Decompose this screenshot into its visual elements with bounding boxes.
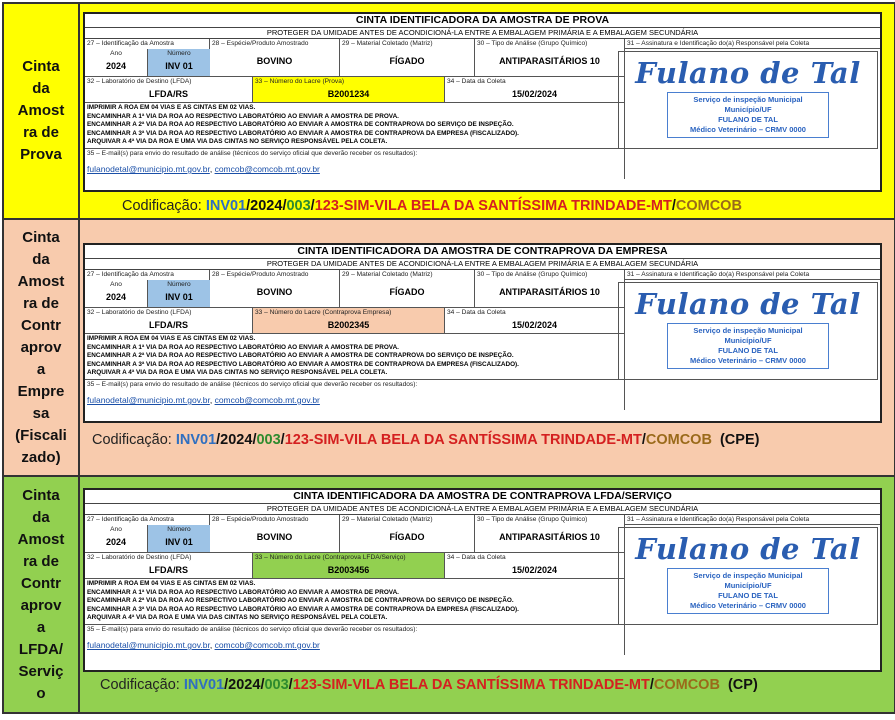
instruction-line: ARQUIVAR A 4ª VIA DA ROA E UMA VIA DAS CINTAS NO SERVIÇO RESPONSÁVEL PELA COLETA. [87,369,388,377]
stamp-line: Município/UF [724,336,772,345]
email-link-1[interactable]: fulanodetal@municipio.mt.gov.br [87,640,210,650]
data-value: 15/02/2024 [511,89,558,99]
band-label [4,220,80,475]
codificacao-line [92,432,759,448]
band-label-line: Prova [20,146,62,163]
codif-suffix: (CPE) [719,432,760,448]
field-27-caption: 27 – Identificação da Amostra [87,271,174,278]
field-32-caption: 32 – Laboratório de Destino (LFDA) [87,309,192,316]
data-value: 15/02/2024 [511,565,558,575]
field-27-identificacao [85,270,210,308]
band-label-line: da [32,250,50,268]
codif-sep: / [310,198,315,214]
field-34-caption: 34 – Data da Coleta [447,554,506,561]
tipo-value: ANTIPARASITÁRIOS 10 [499,532,600,542]
codif-sep: / [282,198,287,214]
stamp-line: FULANO DE TAL [718,591,778,600]
stamp-line: Serviço de inspeção Municipal [693,326,803,335]
numero-caption: Número [167,50,191,57]
card-title: CINTA IDENTIFICADORA DA AMOSTRA DE PROVA [85,14,880,28]
field-31-caption: 31 – Assinatura e Identificação do(a) Responsável pela Coleta [627,271,810,278]
codif-part-inv: INV01 [205,198,247,214]
band-label-line: aprov [20,596,62,614]
band-label-line: ra de [23,552,59,570]
field-35-caption: 35 – E-mail(s) para envio do resultado de análise (técnicos do serviço oficial que deverão receber os resultados): [87,381,418,388]
tipo-value: ANTIPARASITÁRIOS 10 [499,287,600,297]
official-stamp [667,323,829,369]
field-35-emails [85,149,625,179]
field-28-especie [210,39,340,77]
official-stamp [667,92,829,138]
signature-area [618,527,878,625]
band-label-line: a [36,360,46,378]
codif-sep: / [288,677,293,693]
field-30-tipo [475,515,625,553]
codif-sep: / [649,677,654,693]
field-29-material [340,270,475,308]
codif-part-inv: INV01 [175,432,217,448]
band-label-line: Cinta [22,486,60,504]
codif-sep: / [641,432,646,448]
stamp-line: Serviço de inspeção Municipal [693,95,803,104]
official-stamp [667,568,829,614]
field-35-caption: 35 – E-mail(s) para envio do resultado de análise (técnicos do serviço oficial que deverão receber os resultados): [87,626,418,633]
band-label-line: da [32,80,50,97]
field-27-caption: 27 – Identificação da Amostra [87,40,174,47]
especie-value: BOVINO [256,532,293,542]
field-34-data [445,77,625,103]
band-contraprova-lfda [4,477,894,714]
codif-part-comcob: COMCOB [645,432,712,448]
field-31-assinatura [625,39,880,49]
signature-name: Fulano de Tal [635,532,861,566]
numero-cell [147,525,210,552]
band-label-line: a [36,618,46,636]
field-32-caption: 32 – Laboratório de Destino (LFDA) [87,78,192,85]
codif-part-servico: 123-SIM-VILA BELA DA SANTÍSSIMA TRINDADE-MT [314,198,672,214]
instruction-line: IMPRIMIR A ROA EM 04 VIAS E AS CINTAS EM 02 VIAS. [87,104,256,111]
card-title: CINTA IDENTIFICADORA DA AMOSTRA DE CONTRAPROVA LFDA/SERVIÇO [85,490,880,504]
numero-value: INV 01 [165,61,193,71]
field-33-lacre [253,77,445,103]
data-value: 15/02/2024 [511,320,558,330]
stamp-line: Médico Veterinário – CRMV 0000 [690,356,806,365]
numero-caption: Número [167,281,191,288]
instruction-line: ENCAMINHAR A 2ª VIA DA ROA AO RESPECTIVO LABORATÓRIO AO ENVIAR A AMOSTRA DE CONTRAPROVA DO SERVIÇO DE INSPEÇÃO. [87,597,514,605]
material-value: FÍGADO [389,532,425,542]
stamp-line: FULANO DE TAL [718,115,778,124]
codif-sep: / [224,677,229,693]
field-27-identificacao [85,515,210,553]
instruction-line: ARQUIVAR A 4ª VIA DA ROA E UMA VIA DAS CINTAS NO SERVIÇO RESPONSÁVEL PELA COLETA. [87,614,388,622]
email-link-1[interactable]: fulanodetal@municipio.mt.gov.br [87,395,210,405]
instruction-line: ARQUIVAR A 4ª VIA DA ROA E UMA VIA DAS CINTAS NO SERVIÇO RESPONSÁVEL PELA COLETA. [87,138,388,146]
codif-sep: / [280,432,285,448]
field-31-caption: 31 – Assinatura e Identificação do(a) Responsável pela Coleta [627,516,810,523]
instruction-line: ENCAMINHAR A 1ª VIA DA ROA AO RESPECTIVO LABORATÓRIO AO ENVIAR A AMOSTRA DE PROVA. [87,343,399,351]
stamp-line: Município/UF [724,105,772,114]
band-label-line: o [36,684,46,702]
band-label-line: ra de [23,294,59,312]
band-label-text [15,227,67,469]
field-29-caption: 29 – Material Coletado (Matriz) [342,516,433,523]
signature-name: Fulano de Tal [635,56,861,90]
stamp-line: FULANO DE TAL [718,346,778,355]
email-link-2[interactable]: comcob@comcob.mt.gov.br [214,164,320,174]
band-label-line: (Fiscali [15,426,67,444]
field-34-data [445,308,625,334]
card-subtitle: PROTEGER DA UMIDADE ANTES DE ACONDICIONÁ-LA ENTRE A EMBALAGEM PRIMÁRIA E A EMBALAGEM SECUNDÁRIA [85,259,880,270]
email-link-2[interactable]: comcob@comcob.mt.gov.br [214,395,320,405]
email-separator: , [209,640,215,650]
field-30-tipo [475,39,625,77]
band-label-line: sa [32,404,50,422]
email-link-1[interactable]: fulanodetal@municipio.mt.gov.br [87,164,210,174]
codif-sep: / [252,432,257,448]
instructions-block [85,103,625,149]
band-label-line: Serviç [18,662,64,680]
card-subtitle: PROTEGER DA UMIDADE ANTES DE ACONDICIONÁ-LA ENTRE A EMBALAGEM PRIMÁRIA E A EMBALAGEM SECUNDÁRIA [85,28,880,39]
codif-label: Codificação: [100,677,184,693]
signature-area [618,51,878,149]
field-33-caption: 33 – Número do Lacre (Prova) [255,78,345,85]
field-28-caption: 28 – Espécie/Produto Amostrado [212,40,309,47]
codif-part-seq: 003 [256,432,281,448]
codif-part-seq: 003 [264,677,289,693]
codif-sep: / [260,677,265,693]
field-30-caption: 30 – Tipo de Análise (Grupo Químico) [477,40,588,47]
band-label-line: Cinta [22,58,60,75]
cinta-card [83,243,882,423]
email-link-2[interactable]: comcob@comcob.mt.gov.br [214,640,320,650]
codif-part-comcob: COMCOB [653,677,720,693]
band-label-line: Empre [17,382,65,400]
field-28-especie [210,515,340,553]
ano-value: 2024 [105,292,127,302]
field-27-identificacao [85,39,210,77]
material-value: FÍGADO [389,56,425,66]
band-label-text [18,485,65,705]
instruction-line: IMPRIMIR A ROA EM 04 VIAS E AS CINTAS EM 02 VIAS. [87,335,256,342]
field-30-caption: 30 – Tipo de Análise (Grupo Químico) [477,516,588,523]
stamp-line: Médico Veterinário – CRMV 0000 [690,125,806,134]
especie-value: BOVINO [256,56,293,66]
codif-label: Codificação: [92,432,176,448]
field-35-emails [85,625,625,655]
band-label-line: Amost [17,530,65,548]
instruction-line: IMPRIMIR A ROA EM 04 VIAS E AS CINTAS EM 02 VIAS. [87,580,256,587]
instruction-line: ENCAMINHAR A 2ª VIA DA ROA AO RESPECTIVO LABORATÓRIO AO ENVIAR A AMOSTRA DE CONTRAPROVA DO SERVIÇO DE INSPEÇÃO. [87,121,514,129]
field-29-caption: 29 – Material Coletado (Matriz) [342,40,433,47]
band-label-line: Amost [17,102,65,119]
signature-area [618,282,878,380]
band-label-line: LFDA/ [18,640,64,658]
field-28-caption: 28 – Espécie/Produto Amostrado [212,271,309,278]
band-label-line: da [32,508,50,526]
band-label [4,477,80,712]
codif-part-servico: 123-SIM-VILA BELA DA SANTÍSSIMA TRINDADE-MT [292,677,650,693]
field-33-caption: 33 – Número do Lacre (Contraprova Empresa) [255,309,392,316]
numero-caption: Número [167,526,191,533]
tipo-value: ANTIPARASITÁRIOS 10 [499,56,600,66]
field-33-lacre [253,308,445,334]
band-label [4,4,80,218]
field-32-caption: 32 – Laboratório de Destino (LFDA) [87,554,192,561]
field-33-lacre [253,553,445,579]
cinta-card [83,12,882,192]
codif-part-ano: 2024 [250,198,283,214]
field-35-caption: 35 – E-mail(s) para envio do resultado de análise (técnicos do serviço oficial que deverão receber os resultados): [87,150,418,157]
lab-value: LFDA/RS [149,89,188,99]
instructions-block [85,334,625,380]
instruction-line: ENCAMINHAR A 3ª VIA DA ROA AO RESPECTIVO LABORATÓRIO AO ENVIAR A AMOSTRA DE CONTRAPROVA DA EMPRESA (FISCALIZADO). [87,605,519,613]
band-label-line: ra de [23,124,59,141]
numero-value: INV 01 [165,292,193,302]
codif-part-ano: 2024 [220,432,253,448]
field-31-caption: 31 – Assinatura e Identificação do(a) Responsável pela Coleta [627,40,810,47]
lab-value: LFDA/RS [149,320,188,330]
lacre-value: B2003456 [327,565,370,575]
field-34-caption: 34 – Data da Coleta [447,309,506,316]
codificacao-line [122,198,746,214]
field-32-laboratorio [85,77,253,103]
instruction-line: ENCAMINHAR A 2ª VIA DA ROA AO RESPECTIVO LABORATÓRIO AO ENVIAR A AMOSTRA DE CONTRAPROVA DO SERVIÇO DE INSPEÇÃO. [87,352,514,360]
card-title: CINTA IDENTIFICADORA DA AMOSTRA DE CONTRAPROVA DA EMPRESA [85,245,880,259]
instruction-line: ENCAMINHAR A 3ª VIA DA ROA AO RESPECTIVO LABORATÓRIO AO ENVIAR A AMOSTRA DE CONTRAPROVA DA EMPRESA (FISCALIZADO). [87,360,519,368]
signature-name: Fulano de Tal [635,287,861,321]
ano-caption: Ano [110,50,122,57]
field-35-emails [85,380,625,410]
band-amostra-prova [4,2,894,220]
codif-part-servico: 123-SIM-VILA BELA DA SANTÍSSIMA TRINDADE-MT [284,432,642,448]
stamp-line: Serviço de inspeção Municipal [693,571,803,580]
numero-cell [147,49,210,76]
field-34-data [445,553,625,579]
email-separator: , [209,164,215,174]
field-30-tipo [475,270,625,308]
especie-value: BOVINO [256,287,293,297]
ano-caption: Ano [110,526,122,533]
codif-part-inv: INV01 [183,677,225,693]
codif-sep: / [216,432,221,448]
instruction-line: ENCAMINHAR A 3ª VIA DA ROA AO RESPECTIVO LABORATÓRIO AO ENVIAR A AMOSTRA DE CONTRAPROVA DA EMPRESA (FISCALIZADO). [87,129,519,137]
band-label-line: Cinta [22,228,60,246]
field-28-especie [210,270,340,308]
codif-label: Codificação: [122,198,206,214]
codif-sep: / [671,198,676,214]
codif-part-ano: 2024 [228,677,261,693]
card-subtitle: PROTEGER DA UMIDADE ANTES DE ACONDICIONÁ-LA ENTRE A EMBALAGEM PRIMÁRIA E A EMBALAGEM SECUNDÁRIA [85,504,880,515]
ano-caption: Ano [110,281,122,288]
instruction-line: ENCAMINHAR A 1ª VIA DA ROA AO RESPECTIVO LABORATÓRIO AO ENVIAR A AMOSTRA DE PROVA. [87,588,399,596]
field-32-laboratorio [85,553,253,579]
numero-cell [147,280,210,307]
email-separator: , [209,395,215,405]
ano-value: 2024 [105,537,127,547]
field-28-caption: 28 – Espécie/Produto Amostrado [212,516,309,523]
band-contraprova-empresa [4,220,894,477]
stamp-line: Médico Veterinário – CRMV 0000 [690,601,806,610]
stamp-line: Município/UF [724,581,772,590]
codif-part-comcob: COMCOB [675,198,742,214]
field-31-assinatura [625,515,880,525]
lacre-value: B2002345 [327,320,370,330]
band-label-line: Contr [21,316,61,334]
band-label-text [18,56,65,166]
band-label-line: zado) [21,448,61,466]
field-29-caption: 29 – Material Coletado (Matriz) [342,271,433,278]
field-31-assinatura [625,270,880,280]
instruction-line: ENCAMINHAR A 1ª VIA DA ROA AO RESPECTIVO LABORATÓRIO AO ENVIAR A AMOSTRA DE PROVA. [87,112,399,120]
codificacao-line [100,677,758,693]
field-29-material [340,39,475,77]
lacre-value: B2001234 [327,89,370,99]
band-label-line: aprov [20,338,62,356]
document-frame [2,2,895,714]
cinta-card [83,488,882,672]
field-29-material [340,515,475,553]
band-label-line: Contr [20,574,61,592]
codif-suffix: (CP) [727,677,758,693]
band-label-line: Amost [17,272,65,290]
field-33-caption: 33 – Número do Lacre (Contraprova LFDA/Serviço) [255,554,406,561]
field-34-caption: 34 – Data da Coleta [447,78,506,85]
numero-value: INV 01 [165,537,193,547]
field-32-laboratorio [85,308,253,334]
lab-value: LFDA/RS [149,565,188,575]
field-27-caption: 27 – Identificação da Amostra [87,516,174,523]
codif-sep: / [246,198,251,214]
instructions-block [85,579,625,625]
ano-value: 2024 [105,61,127,71]
codif-part-seq: 003 [286,198,311,214]
field-30-caption: 30 – Tipo de Análise (Grupo Químico) [477,271,588,278]
material-value: FÍGADO [389,287,425,297]
